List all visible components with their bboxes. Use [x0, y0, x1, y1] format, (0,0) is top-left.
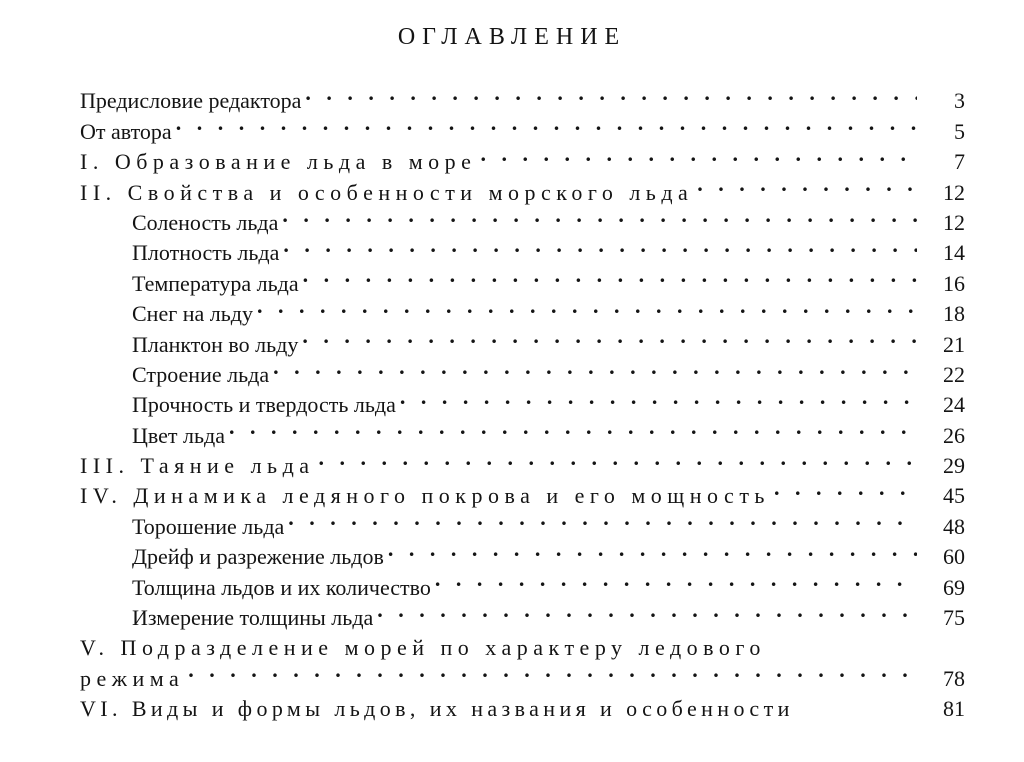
- toc-page-number: 69: [943, 574, 965, 600]
- toc-entry-title: Строение льда: [132, 361, 270, 387]
- toc-entry-title: Прочность и твердость льда: [132, 392, 396, 418]
- toc-page-number: 78: [943, 665, 965, 691]
- dot-leader: [377, 595, 917, 625]
- toc-entry: [80, 686, 965, 722]
- dot-leader: [400, 382, 917, 412]
- toc-page-number: 5: [954, 118, 965, 144]
- dot-leader: [229, 412, 917, 442]
- toc-entry-title: Дрейф и разрежение льдов: [132, 544, 384, 570]
- toc-page-number: 12: [943, 209, 965, 235]
- toc-list: [80, 78, 965, 722]
- dot-leader: [305, 78, 917, 108]
- toc-page-number: 24: [943, 392, 965, 418]
- toc-page-number: 7: [954, 149, 965, 175]
- dot-leader: [282, 200, 917, 230]
- dot-leader: [319, 443, 917, 473]
- dot-leader: [288, 503, 917, 533]
- toc-page-number: 18: [943, 301, 965, 327]
- dot-leader: [188, 655, 917, 685]
- toc-page-number: 3: [954, 88, 965, 114]
- dot-leader: [697, 169, 917, 199]
- dot-leader: [303, 260, 917, 290]
- toc-page-number: 12: [943, 179, 965, 205]
- toc-page-number: 29: [943, 453, 965, 479]
- toc-entry-title: III. Таяние льда: [80, 453, 315, 479]
- toc-page-number: 81: [943, 696, 965, 722]
- toc-entry-title: II. Свойства и особенности морского льда: [80, 179, 694, 205]
- toc-entry-title: Температура льда: [132, 270, 299, 296]
- toc-entry: [80, 655, 965, 691]
- toc-entry-title: Плотность льда: [132, 240, 280, 266]
- toc-page-number: 60: [943, 544, 965, 570]
- toc-entry-continuation: режима: [80, 665, 185, 691]
- toc-entry-title: Измерение толщины льда: [132, 605, 374, 631]
- toc-page-number: 26: [943, 422, 965, 448]
- toc-entry-title: Торошение льда: [132, 513, 285, 539]
- toc-entry: [80, 108, 965, 144]
- toc-page-number: 75: [943, 605, 965, 631]
- toc-entry-title: I. Образование льда в море: [80, 149, 477, 175]
- toc-entry: [80, 78, 965, 114]
- toc-page-number: 21: [943, 331, 965, 357]
- toc-entry-title: От автора: [80, 118, 172, 144]
- toc-page-number: 16: [943, 270, 965, 296]
- dot-leader: [388, 534, 917, 564]
- page-title: ОГЛАВЛЕНИЕ: [397, 24, 627, 50]
- toc-entry-title: Цвет льда: [132, 422, 225, 448]
- dot-leader: [435, 564, 917, 594]
- dot-leader: [257, 291, 917, 321]
- dot-leader: [480, 139, 917, 169]
- toc-entry-title: IV. Динамика ледяного покрова и его мощность: [80, 483, 770, 509]
- dot-leader: [283, 230, 917, 260]
- dot-leader: [302, 321, 917, 351]
- toc-page-number: 45: [943, 483, 965, 509]
- toc-entry-title: Планктон во льду: [132, 331, 299, 357]
- toc-entry-title: VI. Виды и формы льдов, их названия и особенности: [80, 696, 794, 722]
- toc-page-number: 48: [943, 513, 965, 539]
- toc-entry-title: Толщина льдов и их количество: [132, 574, 431, 600]
- toc-entry-title: V. Подразделение морей по характеру ледового: [80, 635, 766, 661]
- dot-leader: [774, 473, 917, 503]
- toc-entry-title: Соленость льда: [132, 209, 279, 235]
- toc-page-number: 14: [943, 240, 965, 266]
- toc-entry-title: Снег на льду: [132, 301, 253, 327]
- toc-entry-title: Предисловие редактора: [80, 88, 302, 114]
- dot-leader: [176, 108, 917, 138]
- toc-page-number: 22: [943, 361, 965, 387]
- toc-entry: [80, 139, 965, 175]
- dot-leader: [273, 352, 917, 382]
